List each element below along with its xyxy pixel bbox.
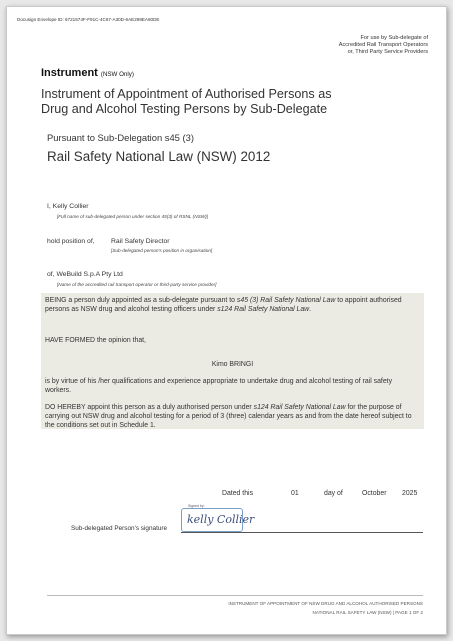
organisation-value: WeBuild S.p.A Pty Ltd bbox=[56, 271, 123, 278]
being-text-3: . bbox=[309, 305, 312, 313]
hereby-paragraph bbox=[45, 404, 417, 430]
law-title: Rail Safety National Law (NSW) 2012 bbox=[47, 149, 271, 164]
being-ref: s45 (3) Rail Safety National Law bbox=[236, 297, 336, 304]
virtue-paragraph: is by virtue of his /her qualifications and experience appropriate to undertake drug and alcohol testing of rail safety workers. bbox=[45, 378, 393, 394]
position-label: hold position of, bbox=[47, 238, 95, 245]
footer-line-2: NATIONAL RAIL SAFETY LAW (NSW) | PAGE 1 OF 2 bbox=[312, 610, 423, 615]
dated-day-of: day of bbox=[324, 490, 343, 497]
name-note: [Full name of sub-delegated person under section 45(3) of RSNL (NSW)] bbox=[57, 214, 209, 219]
position-note: [Sub-delegated person's position in organisation] bbox=[111, 248, 213, 253]
for-use-line-2: Accredited Rail Transport Operators bbox=[338, 42, 428, 48]
signature-label: Sub-delegated Person's signature bbox=[71, 525, 168, 532]
being-paragraph bbox=[45, 297, 417, 315]
hereby-ref: s124 Rail Safety National Law bbox=[253, 404, 346, 411]
signed-by-tag: Signed by: bbox=[188, 504, 205, 508]
title-line-1: Instrument of Appointment of Authorised Persons as bbox=[41, 87, 332, 101]
position-value: Rail Safety Director bbox=[111, 238, 170, 245]
organisation-note: [Name of the accredited rail transport operator or third-party service provider] bbox=[57, 282, 217, 287]
signature-script: kelly Collier bbox=[187, 513, 255, 526]
dated-year: 2025 bbox=[402, 490, 418, 497]
hereby-text-2: for the purpose of carrying out NSW drug and alcohol testing for a period of 3 (three) calendar years as and from the date hereof subject to the conditions set out in Schedule 1. bbox=[45, 404, 412, 429]
of-label: of, bbox=[47, 271, 55, 278]
document-page bbox=[6, 6, 447, 635]
name-field bbox=[47, 203, 89, 210]
being-text-2: to appoint authorised persons as NSW drug and alcohol testing officers under bbox=[45, 297, 402, 313]
have-formed-paragraph: HAVE FORMED the opinion that, bbox=[45, 337, 146, 344]
being-ref-2: s124 Rail Safety National Law bbox=[217, 305, 310, 313]
for-use-line-3: or, Third Party Service Providers bbox=[347, 49, 428, 55]
appointee-name: Kimo BRINGI bbox=[211, 361, 254, 368]
i-label: I, bbox=[47, 203, 51, 210]
hereby-text-1: DO HEREBY appoint this person as a duly authorised person under bbox=[45, 404, 254, 411]
name-value: Kelly Collier bbox=[52, 203, 89, 210]
footer-divider bbox=[47, 595, 423, 596]
document-title bbox=[41, 87, 332, 116]
organisation-field bbox=[47, 271, 123, 278]
dated-label: Dated this bbox=[222, 490, 254, 497]
for-use-line-1: For use by Sub-delegate of bbox=[360, 35, 428, 41]
dated-month: October bbox=[362, 490, 387, 497]
dated-day: 01 bbox=[291, 490, 299, 497]
footer-line-1: INSTRUMENT OF APPOINTMENT OF NSW DRUG AND ALCOHOL AUTHORISED PERSONS bbox=[228, 601, 423, 606]
instrument-qualifier: (NSW Only) bbox=[100, 71, 134, 78]
signature-line bbox=[181, 532, 423, 533]
instrument-heading bbox=[41, 67, 134, 79]
for-use-note bbox=[339, 35, 428, 56]
title-line-2: Drug and Alcohol Testing Persons by Sub-Delegate bbox=[41, 101, 328, 116]
pursuant-line: Pursuant to Sub-Delegation s45 (3) bbox=[47, 132, 194, 143]
instrument-label: Instrument bbox=[41, 67, 98, 79]
being-text-1: BEING a person duly appointed as a sub-delegate pursuant to bbox=[45, 297, 237, 304]
envelope-id: Docusign Envelope ID: 6721574F-F91C-4C67-A30D-6AE298EA60DE bbox=[17, 17, 160, 22]
